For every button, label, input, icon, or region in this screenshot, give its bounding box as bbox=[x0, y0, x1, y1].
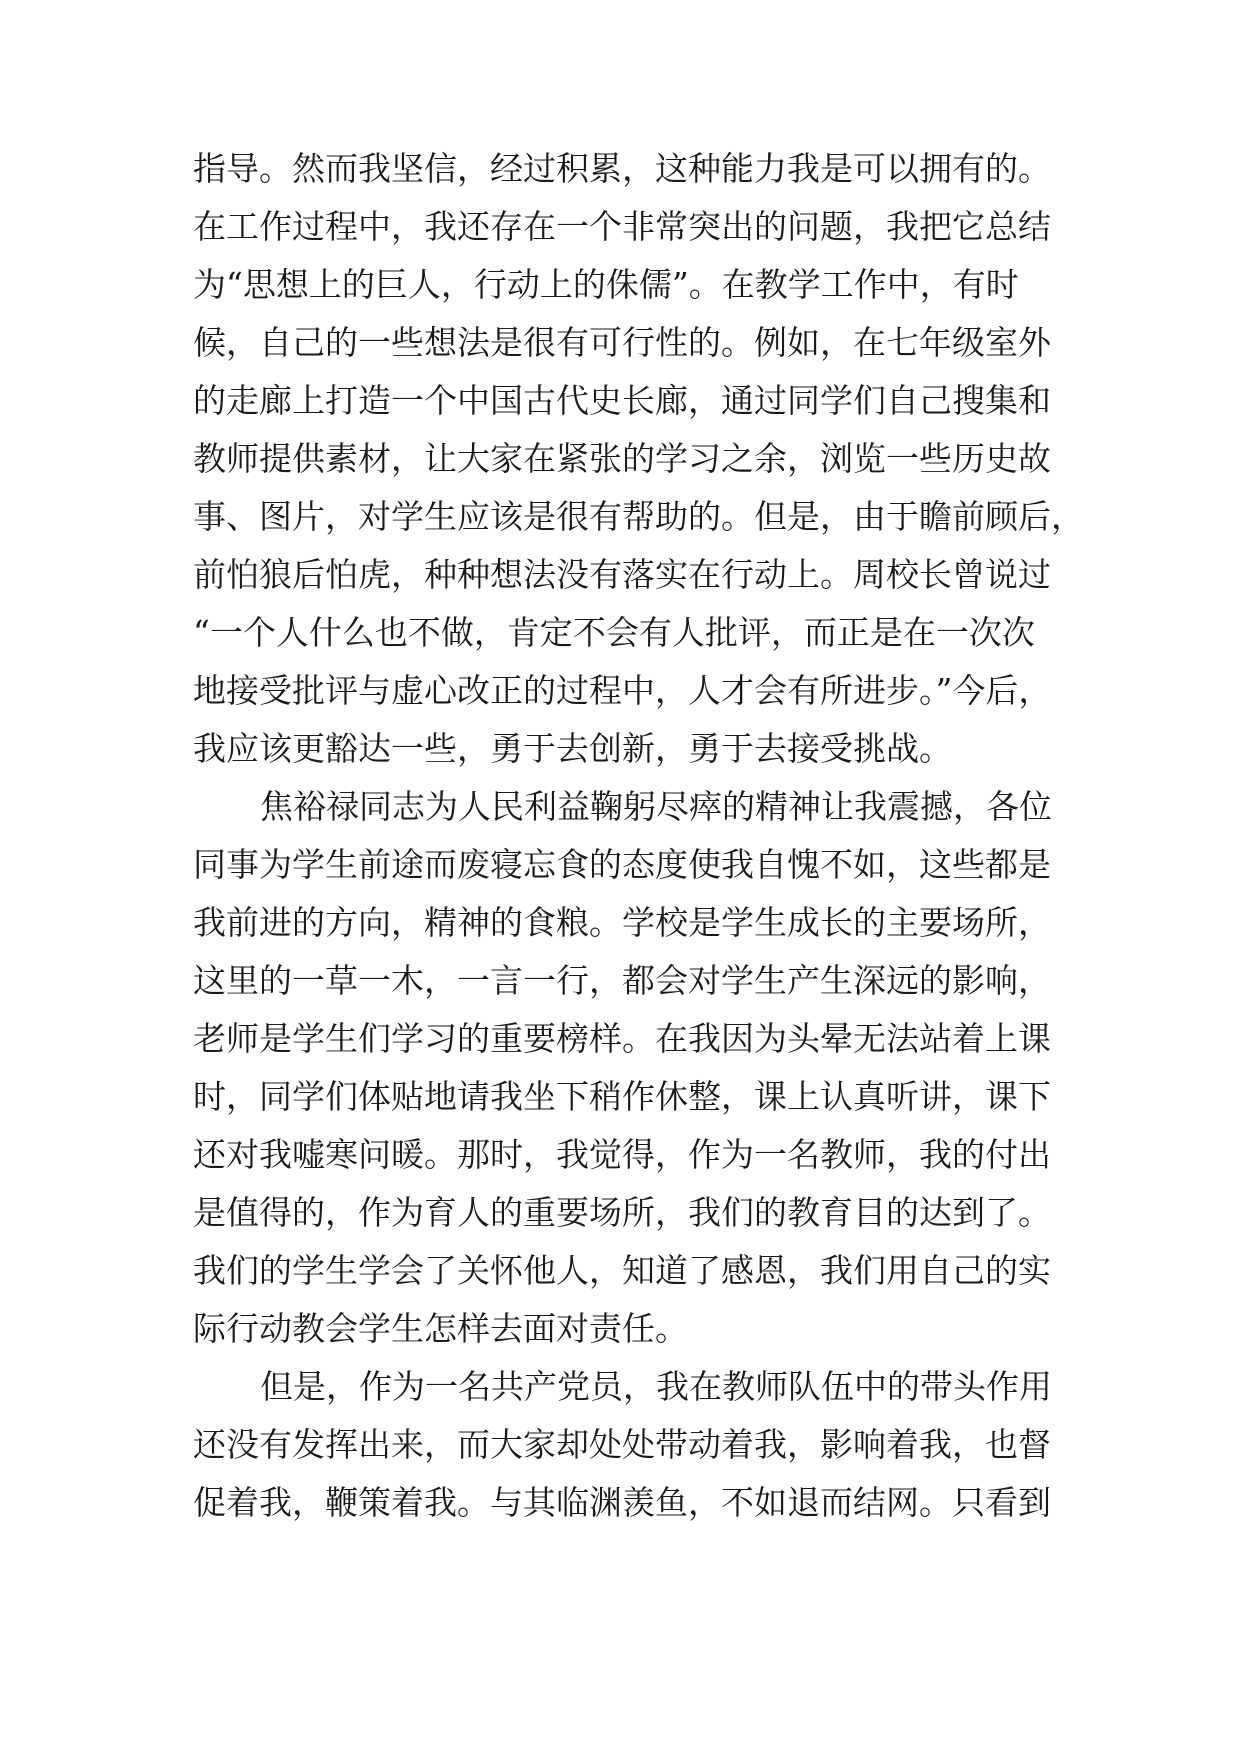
text-line: 际行动教会学生怎样去面对责任。 bbox=[193, 1309, 688, 1348]
text-line: 指导。然而我坚信，经过积累，这种能力我是可以拥有的。 bbox=[193, 149, 1051, 188]
text-line: 我应该更豁达一些，勇于去创新，勇于去接受挑战。 bbox=[193, 729, 952, 768]
text-line: 我们的学生学会了关怀他人，知道了感恩，我们用自己的实 bbox=[193, 1251, 1051, 1290]
text-line: 的走廊上打造一个中国古代史长廊，通过同学们自己搜集和 bbox=[193, 381, 1051, 420]
text-line: 前怕狼后怕虎，种种想法没有落实在行动上。周校长曾说过 bbox=[193, 555, 1051, 594]
text-line: 候，自己的一些想法是很有可行性的。例如，在七年级室外 bbox=[193, 323, 1051, 362]
text-line: “一个人什么也不做，肯定不会有人批评，而正是在一次次 bbox=[193, 613, 1035, 652]
paragraph-first-line: 焦裕禄同志为人民利益鞠躬尽瘁的精神让我震撼，各位 bbox=[260, 787, 1052, 826]
text-line: 这里的一草一木，一言一行，都会对学生产生深远的影响， bbox=[193, 961, 1051, 1000]
text-line: 还对我嘘寒问暖。那时，我觉得，作为一名教师，我的付出 bbox=[193, 1135, 1051, 1174]
text-line: 在工作过程中，我还存在一个非常突出的问题，我把它总结 bbox=[193, 207, 1051, 246]
text-line: 同事为学生前途而废寝忘食的态度使我自愧不如，这些都是 bbox=[193, 845, 1051, 884]
text-line: 地接受批评与虚心改正的过程中，人才会有所进步。”今后， bbox=[193, 671, 1052, 710]
text-line: 时，同学们体贴地请我坐下稍作休整，课上认真听讲，课下 bbox=[193, 1077, 1051, 1116]
text-line: 是值得的，作为育人的重要场所，我们的教育目的达到了。 bbox=[193, 1193, 1051, 1232]
text-line: 老师是学生们学习的重要榜样。在我因为头晕无法站着上课 bbox=[193, 1019, 1051, 1058]
text-line: 事、图片，对学生应该是很有帮助的。但是，由于瞻前顾后， bbox=[193, 497, 1084, 536]
text-line: 为“思想上的巨人，行动上的侏儒”。在教学工作中，有时 bbox=[193, 265, 1019, 304]
text-line: 我前进的方向，精神的食粮。学校是学生成长的主要场所， bbox=[193, 903, 1051, 942]
text-line: 还没有发挥出来，而大家却处处带动着我，影响着我，也督 bbox=[193, 1425, 1051, 1464]
paragraph-first-line: 但是，作为一名共产党员，我在教师队伍中的带头作用 bbox=[260, 1367, 1052, 1406]
text-line: 教师提供素材，让大家在紧张的学习之余，浏览一些历史故 bbox=[193, 439, 1051, 478]
text-line: 促着我，鞭策着我。与其临渊羡鱼，不如退而结网。只看到 bbox=[193, 1483, 1051, 1522]
